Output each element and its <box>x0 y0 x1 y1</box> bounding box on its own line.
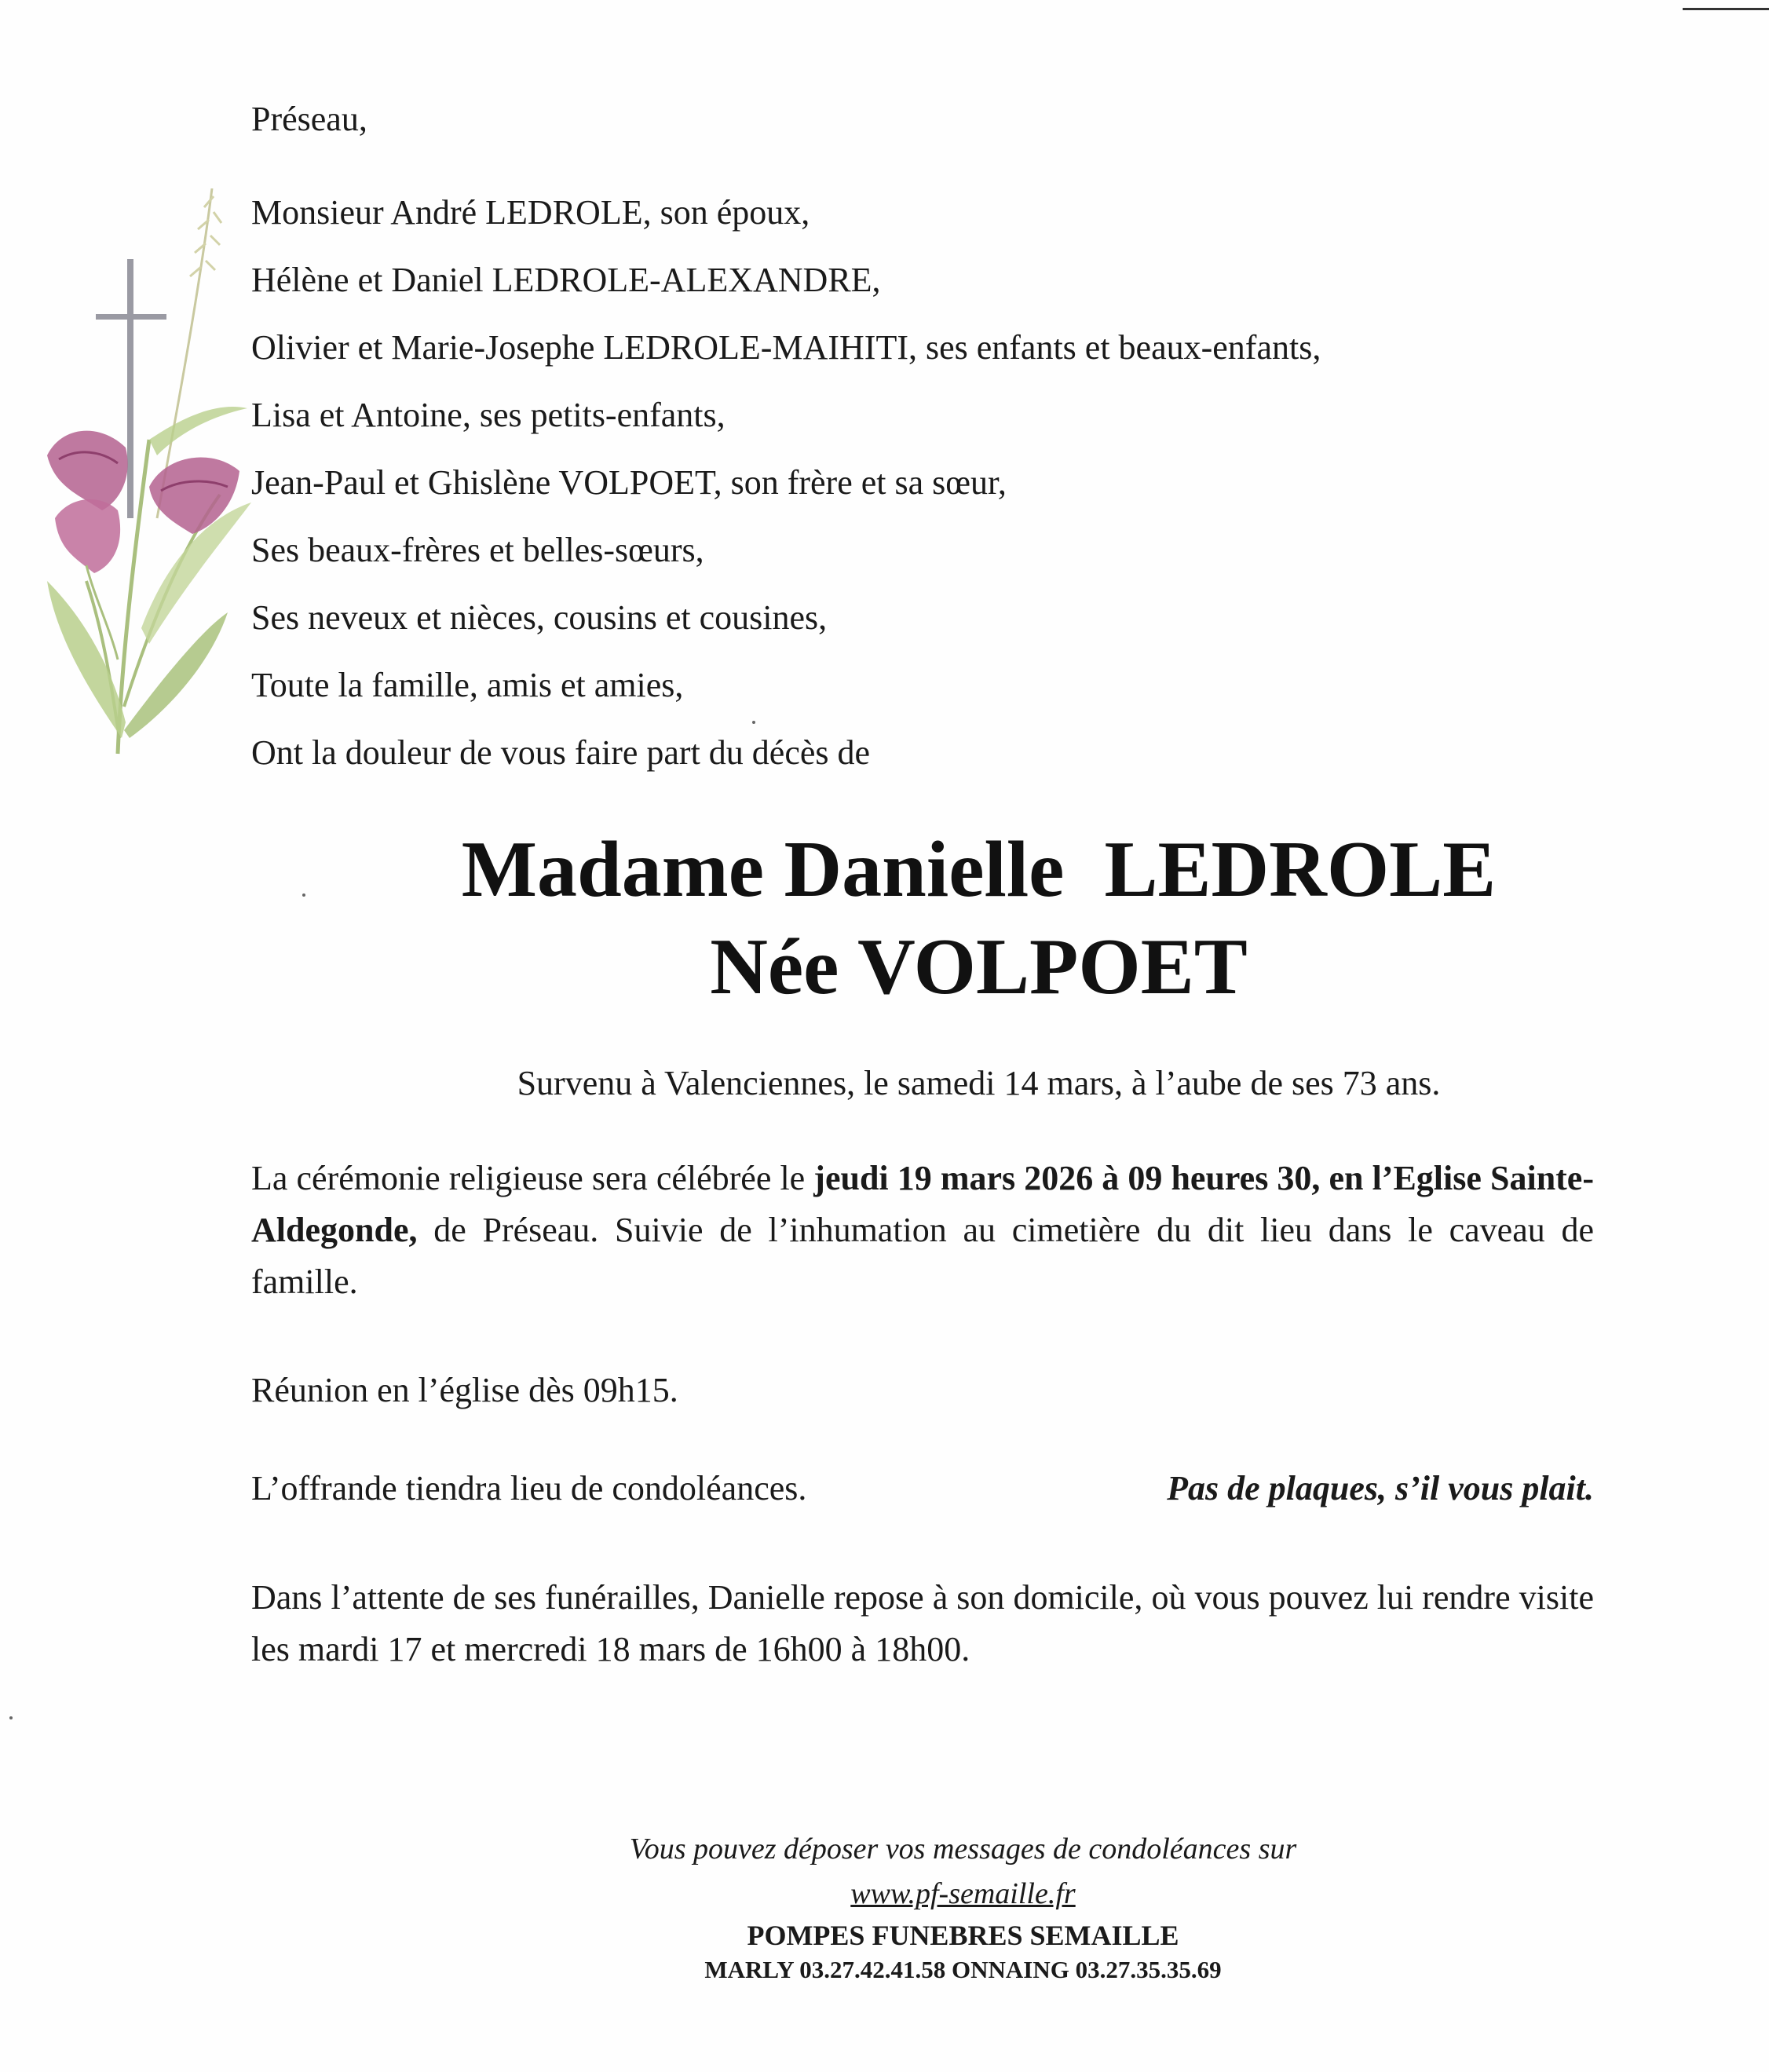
scan-speck <box>302 893 305 897</box>
ceremony-text-2: de Préseau. Suivie de l’inhumation au cimetière du dit lieu dans le caveau de famille. <box>251 1211 1594 1301</box>
reunion-line: Réunion en l’église dès 09h15. <box>251 1371 678 1409</box>
scan-speck <box>752 721 755 724</box>
family-line-4: Lisa et Antoine, ses petits-enfants, <box>251 396 726 434</box>
offrande-row <box>251 1468 1594 1509</box>
death-notice-line: Survenu à Valenciennes, le samedi 14 mars, à l’aube de ses 73 ans. <box>517 1064 1441 1102</box>
family-line-5: Jean-Paul et Ghislène VOLPOET, son frère et sa sœur, <box>251 463 1007 502</box>
cross-icon <box>127 259 133 518</box>
condolence-message: Vous pouvez déposer vos messages de condoléances sur <box>629 1833 1297 1866</box>
ceremony-date-location: jeudi 19 mars 2026 à 09 heures 30, en l’Eglise Sainte-Aldegonde, <box>251 1159 1594 1249</box>
cross-and-lilies-illustration <box>31 188 267 769</box>
funeral-company-phones: MARLY 03.27.42.41.58 ONNAING 03.27.35.35.69 <box>704 1956 1222 1983</box>
ceremony-paragraph <box>251 1153 1594 1308</box>
deceased-maiden-name: Née VOLPOET <box>710 923 1248 1011</box>
family-line-8: Toute la famille, amis et amies, <box>251 666 684 704</box>
scan-edge-line <box>1683 8 1769 10</box>
scan-speck <box>9 1716 13 1719</box>
ceremony-text-1: La cérémonie religieuse sera célébrée le <box>251 1159 814 1197</box>
family-line-6: Ses beaux-frères et belles-sœurs, <box>251 531 704 569</box>
visit-paragraph: Dans l’attente de ses funérailles, Danielle repose à son domicile, où vous pouvez lui rendre visite les mardi 17 et mercredi 18 mars de 16h00 à 18h00. <box>251 1578 1594 1668</box>
family-line-7: Ses neveux et nièces, cousins et cousines, <box>251 598 828 637</box>
place-heading: Préseau, <box>251 100 367 138</box>
family-line-9: Ont la douleur de vous faire part du décès de <box>251 733 871 772</box>
plaques-text: Pas de plaques, s’il vous plait. <box>1167 1469 1594 1507</box>
family-line-3: Olivier et Marie-Josephe LEDROLE-MAIHITI, ses enfants et beaux-enfants, <box>251 328 1321 367</box>
website-link[interactable]: www.pf-semaille.fr <box>850 1877 1076 1910</box>
lily-flower-icon <box>47 431 128 510</box>
funeral-company-name: POMPES FUNEBRES SEMAILLE <box>747 1920 1179 1951</box>
family-line-2: Hélène et Daniel LEDROLE-ALEXANDRE, <box>251 261 881 299</box>
offrande-text: L’offrande tiendra lieu de condoléances. <box>251 1469 807 1507</box>
family-line-1: Monsieur André LEDROLE, son époux, <box>251 193 810 232</box>
deceased-name: Madame Danielle LEDROLE <box>461 825 1497 914</box>
